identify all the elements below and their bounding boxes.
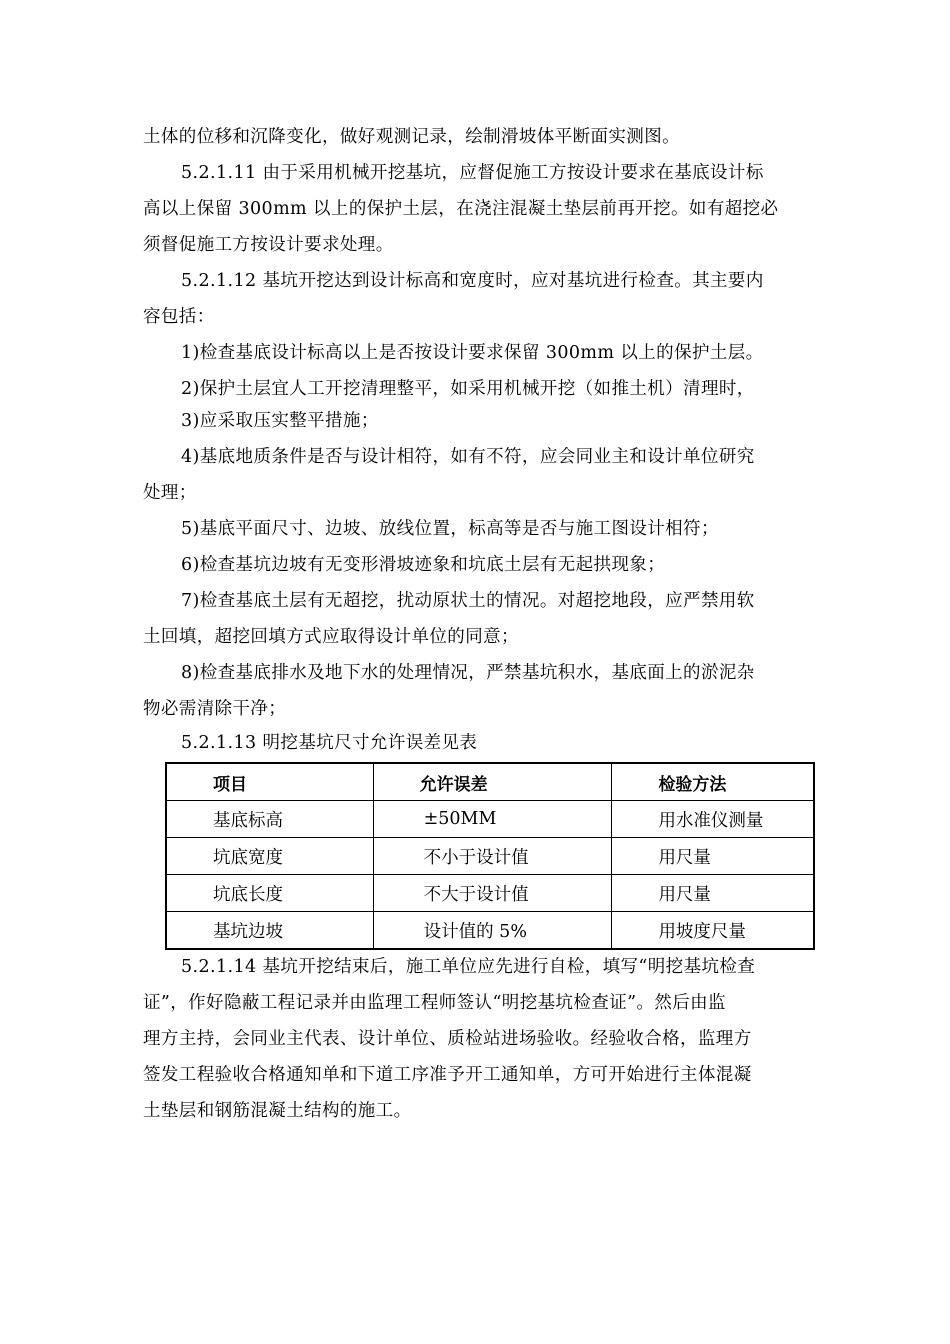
list-item: 2)保护土层宜人工开挖清理整平，如采用机械开挖（如推土机）清理时， bbox=[181, 379, 755, 399]
table-row bbox=[166, 801, 814, 838]
paragraph-line: 签发工程验收合格通知单和下道工序准予开工通知单，方可开始进行主体混凝 bbox=[143, 1065, 752, 1085]
table-cell: ±50MM bbox=[373, 801, 612, 838]
table-cell: 基底标高 bbox=[166, 801, 373, 838]
paragraph-line: 处理； bbox=[143, 483, 197, 503]
paragraph-line: 理方主持，会同业主代表、设计单位、质检站进场验收。经验收合格，监理方 bbox=[143, 1029, 752, 1049]
list-item: 6)检查基坑边坡有无变形滑坡迹象和坑底土层有无起拱现象； bbox=[181, 555, 666, 575]
table-row bbox=[166, 838, 814, 875]
table-header-cell: 检验方法 bbox=[612, 763, 814, 801]
list-item: 1)检查基底设计标高以上是否按设计要求保留 300mm 以上的保护土层。 bbox=[181, 343, 764, 363]
paragraph-line: 须督促施工方按设计要求处理。 bbox=[143, 235, 394, 255]
table-header-row bbox=[166, 763, 814, 801]
list-item: 8)检查基底排水及地下水的处理情况，严禁基坑积水，基底面上的淤泥杂 bbox=[181, 663, 755, 683]
table-row bbox=[166, 912, 814, 950]
paragraph-line: 容包括： bbox=[143, 307, 215, 327]
table-row bbox=[166, 875, 814, 912]
paragraph-line: 5.2.1.14 基坑开挖结束后，施工单位应先进行自检，填写“明挖基坑检查 bbox=[181, 957, 756, 977]
table-header-cell: 允许误差 bbox=[373, 763, 612, 801]
table-cell: 基坑边坡 bbox=[166, 912, 373, 950]
paragraph-line: 证”，作好隐蔽工程记录并由监理工程师签认“明挖基坑检查证”。然后由监 bbox=[143, 993, 726, 1013]
paragraph-line: 物必需清除干净； bbox=[143, 699, 287, 719]
list-item: 5)基底平面尺寸、边坡、放线位置，标高等是否与施工图设计相符； bbox=[181, 519, 719, 539]
list-item: 4)基底地质条件是否与设计相符，如有不符，应会同业主和设计单位研究 bbox=[181, 447, 755, 467]
paragraph-line: 土体的位移和沉降变化，做好观测记录，绘制滑坡体平断面实测图。 bbox=[143, 127, 680, 147]
table-cell: 不大于设计值 bbox=[373, 875, 612, 912]
table-cell: 用坡度尺量 bbox=[612, 912, 814, 950]
table-cell: 坑底宽度 bbox=[166, 838, 373, 875]
table-cell: 设计值的 5% bbox=[373, 912, 612, 950]
tolerance-table bbox=[165, 762, 815, 950]
paragraph-line: 高以上保留 300mm 以上的保护土层，在浇注混凝土垫层前再开挖。如有超挖必 bbox=[143, 199, 779, 219]
table-cell: 用尺量 bbox=[612, 838, 814, 875]
paragraph-line: 土垫层和钢筋混凝土结构的施工。 bbox=[143, 1101, 412, 1121]
list-item: 7)检查基底土层有无超挖，扰动原状土的情况。对超挖地段，应严禁用软 bbox=[181, 591, 755, 611]
table-cell: 用尺量 bbox=[612, 875, 814, 912]
table-header-cell: 项目 bbox=[166, 763, 373, 801]
paragraph-line: 5.2.1.11 由于采用机械开挖基坑，应督促施工方按设计要求在基底设计标 bbox=[181, 163, 764, 183]
table-cell: 用水准仪测量 bbox=[612, 801, 814, 838]
paragraph-line: 土回填，超挖回填方式应取得设计单位的同意； bbox=[143, 627, 519, 647]
table-cell: 坑底长度 bbox=[166, 875, 373, 912]
list-item: 3)应采取压实整平措施； bbox=[181, 411, 379, 431]
paragraph-line: 5.2.1.12 基坑开挖达到设计标高和宽度时，应对基坑进行检查。其主要内 bbox=[181, 271, 764, 291]
table-caption: 5.2.1.13 明挖基坑尺寸允许误差见表 bbox=[181, 733, 478, 753]
table-cell: 不小于设计值 bbox=[373, 838, 612, 875]
